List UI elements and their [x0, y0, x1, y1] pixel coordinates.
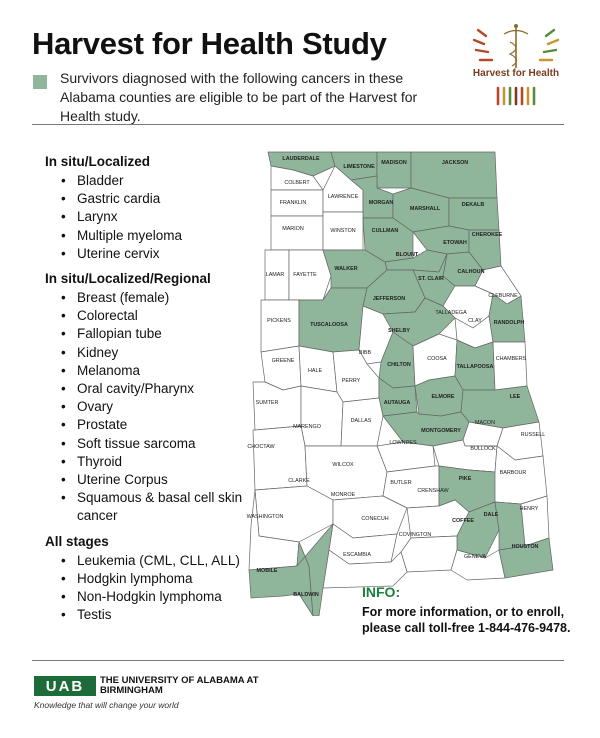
county-label-elmore: ELMORE	[431, 394, 455, 400]
county-label-limestone: LIMESTONE	[343, 164, 375, 170]
svg-text:UAB: UAB	[45, 678, 85, 695]
uab-tagline: Knowledge that will change your world	[34, 700, 179, 710]
list-item: • Ovary	[61, 398, 265, 416]
info-text: For more information, or to enroll, please call toll-free 1-844-476-9478.	[362, 605, 571, 635]
county-pickens	[261, 300, 299, 352]
wheat-right-icon	[540, 30, 558, 60]
county-marengo	[301, 386, 343, 446]
county-henry	[521, 496, 549, 546]
uab-logo	[34, 676, 96, 696]
county-madison	[377, 152, 411, 188]
info-box	[362, 584, 577, 636]
group-all-stages	[45, 534, 265, 625]
bottom-divider	[32, 660, 564, 661]
county-covington	[401, 536, 457, 572]
county-label-marion: MARION	[282, 226, 304, 232]
logo-text: Harvest for Health	[472, 68, 560, 79]
list-item: • Thyroid	[61, 453, 265, 471]
list-item: • Non-Hodgkin lymphoma	[61, 588, 265, 606]
county-label-stclair: ST. CLAIR	[418, 276, 444, 282]
uab-name: THE UNIVERSITY OF ALABAMA AT BIRMINGHAM	[100, 675, 259, 696]
list-item: • Larynx	[61, 208, 265, 226]
list-item: • Hodgkin lymphoma	[61, 570, 265, 588]
county-label-crenshaw: CRENSHAW	[417, 488, 449, 494]
county-label-houston: HOUSTON	[511, 544, 539, 550]
county-label-jackson: JACKSON	[441, 160, 469, 166]
county-label-escambia: ESCAMBIA	[343, 552, 371, 558]
county-label-randolph: RANDOLPH	[493, 320, 525, 326]
county-marion	[271, 216, 323, 250]
county-label-madison: MADISON	[381, 160, 407, 166]
group-heading: In situ/Localized	[45, 154, 151, 169]
county-label-geneva: GENEVA	[463, 554, 487, 560]
county-label-butler: BUTLER	[390, 480, 412, 486]
list-item: • Colorectal	[61, 307, 265, 325]
legend-swatch	[33, 75, 47, 89]
county-sumter	[253, 382, 301, 430]
list-item: • Soft tissue sarcoma	[61, 435, 265, 453]
county-label-clay: CLAY	[468, 318, 482, 324]
top-divider	[32, 124, 564, 125]
county-label-marengo: MARENGO	[293, 424, 321, 430]
legend-text: Survivors diagnosed with the following cancers in these Alabama counties are eligible to be part of the Harvest for Health study.	[60, 70, 418, 124]
county-label-lee: LEE	[509, 394, 521, 400]
info-heading: INFO:	[362, 584, 401, 600]
county-label-covington: COVINGTON	[398, 532, 432, 538]
list-item: • Leukemia (CML, CLL, ALL)	[61, 552, 265, 570]
county-label-russell: RUSSELL	[520, 432, 546, 438]
county-label-shelby: SHELBY	[388, 328, 410, 334]
county-label-pike: PIKE	[458, 476, 472, 482]
county-label-barbour: BARBOUR	[499, 470, 527, 476]
list-item: • Squamous & basal cell skin cancer	[61, 489, 265, 525]
county-label-lawrence: LAWRENCE	[327, 194, 359, 200]
county-label-lowndes: LOWNDES	[389, 440, 417, 446]
county-label-chambers: CHAMBERS	[495, 356, 527, 362]
list-item: • Multiple myeloma	[61, 227, 265, 245]
county-label-greene: GREENE	[271, 358, 295, 364]
list-item: • Breast (female)	[61, 289, 265, 307]
county-label-choctaw: CHOCTAW	[247, 444, 275, 450]
county-label-marshall: MARSHALL	[409, 206, 441, 212]
county-label-wilcox: WILCOX	[332, 462, 354, 468]
list-item: • Testis	[61, 606, 265, 624]
cancer-lists	[45, 154, 265, 632]
county-label-mobile: MOBILE	[256, 568, 278, 574]
county-label-cullman: CULLMAN	[371, 228, 399, 234]
county-label-etowah: ETOWAH	[443, 240, 467, 246]
county-label-chilton: CHILTON	[387, 362, 411, 368]
county-label-lauderdale: LAUDERDALE	[282, 156, 320, 162]
group-regional	[45, 271, 265, 526]
list-item: • Fallopian tube	[61, 325, 265, 343]
wheat-left-icon	[474, 30, 492, 60]
county-label-colbert: COLBERT	[284, 180, 310, 186]
county-label-pickens: PICKENS	[267, 318, 291, 324]
county-label-dallas: DALLAS	[350, 418, 372, 424]
list-item: • Kidney	[61, 344, 265, 362]
county-label-montgomery: MONTGOMERY	[421, 428, 461, 434]
county-label-bibb: BIBB	[358, 350, 372, 356]
group-heading: All stages	[45, 533, 109, 549]
county-label-blount: BLOUNT	[395, 252, 419, 258]
county-label-talladega: TALLADEGA	[435, 310, 467, 316]
group-localized	[45, 154, 265, 263]
county-label-tallapoosa: TALLAPOOSA	[456, 364, 494, 370]
list-item: • Gastric cardia	[61, 190, 265, 208]
page-title: Harvest for Health Study	[32, 26, 387, 61]
list-item: • Uterine cervix	[61, 245, 265, 263]
county-label-macon: MACON	[474, 420, 496, 426]
county-label-hale: HALE	[307, 368, 323, 374]
stripes-icon	[498, 88, 534, 104]
list-item: • Prostate	[61, 416, 265, 434]
county-chambers	[493, 342, 527, 390]
county-label-winston: WINSTON	[330, 228, 356, 234]
county-label-walker: WALKER	[334, 266, 358, 272]
county-label-franklin: FRANKLIN	[279, 200, 307, 206]
county-label-calhoun: CALHOUN	[457, 269, 485, 275]
harvest-logo	[466, 14, 566, 106]
county-label-monroe: MONROE	[330, 492, 356, 498]
group-heading: In situ/Localized/Regional	[45, 271, 211, 287]
county-label-coffee: COFFEE	[452, 518, 474, 524]
list-item: • Melanoma	[61, 362, 265, 380]
list-item: • Uterine Corpus	[61, 471, 265, 489]
alabama-county-map	[243, 146, 563, 616]
list-item: • Bladder	[61, 172, 265, 190]
county-label-henry: HENRY	[519, 506, 539, 512]
county-label-fayette: FAYETTE	[293, 272, 317, 278]
county-label-dale: DALE	[483, 512, 499, 518]
county-label-coosa: COOSA	[427, 356, 447, 362]
county-label-bullock: BULLOCK	[470, 446, 496, 452]
county-label-jefferson: JEFFERSON	[372, 296, 406, 302]
county-label-dekalb: DEKALB	[461, 202, 485, 208]
county-lee	[461, 386, 539, 428]
county-label-lamar: LAMAR	[265, 272, 285, 278]
county-label-baldwin: BALDWIN	[293, 592, 319, 598]
county-label-washington: WASHINGTON	[246, 514, 284, 520]
list-item: • Oral cavity/Pharynx	[61, 380, 265, 398]
county-label-sumter: SUMTER	[255, 400, 279, 406]
county-label-autauga: AUTAUGA	[383, 400, 411, 406]
county-label-cherokee: CHEROKEE	[471, 232, 503, 238]
county-label-tuscaloosa: TUSCALOOSA	[310, 322, 348, 328]
county-label-cleburne: CLEBURNE	[488, 293, 518, 299]
county-label-conecuh: CONECUH	[361, 516, 389, 522]
county-label-clarke: CLARKE	[288, 478, 310, 484]
county-label-morgan: MORGAN	[368, 200, 394, 206]
caduceus-icon	[504, 24, 528, 68]
county-label-perry: PERRY	[341, 378, 361, 384]
